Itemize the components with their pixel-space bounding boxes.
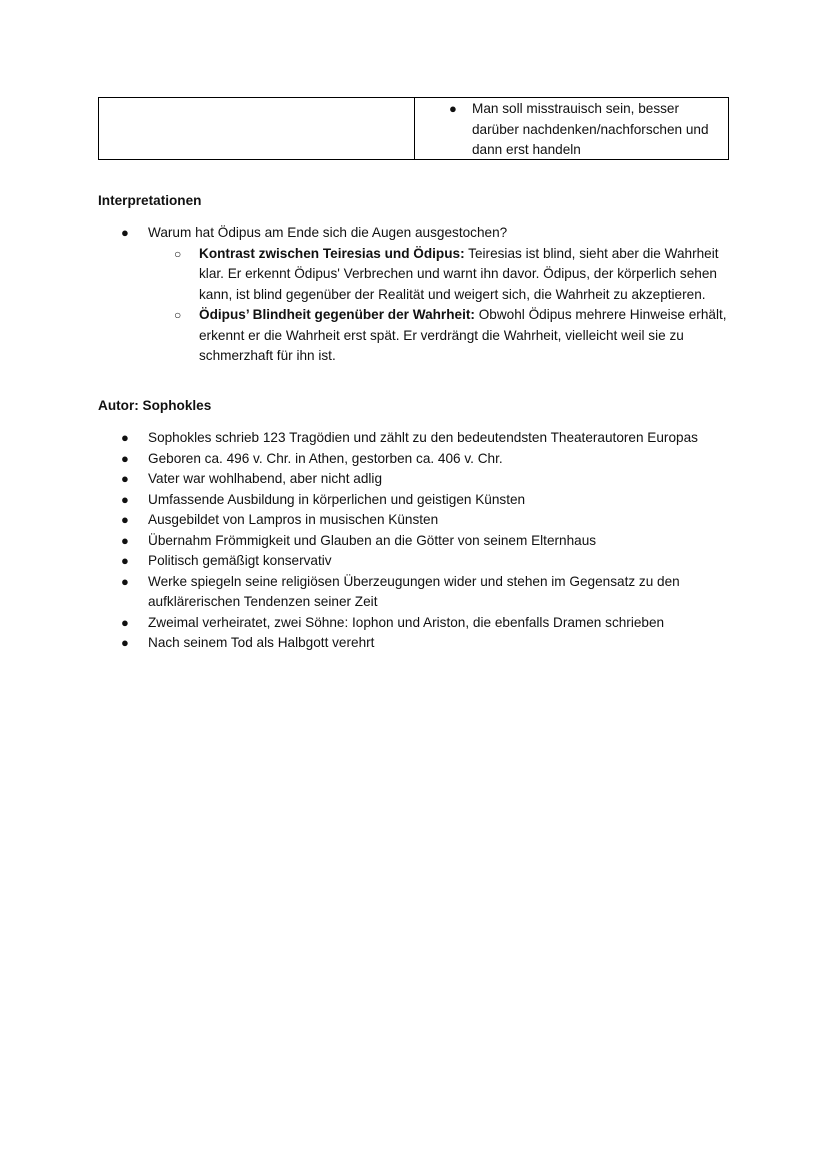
list-item-text: Nach seinem Tod als Halbgott verehrt — [148, 635, 375, 650]
autor-heading: Autor: Sophokles — [98, 398, 212, 413]
list-item-text: Geboren ca. 496 v. Chr. in Athen, gestorben ca. 406 v. Chr. — [148, 450, 503, 466]
list-item-text: Übernahm Frömmigkeit und Glauben an die Götter von seinem Elternhaus — [148, 532, 597, 548]
interpretationen-list — [121, 223, 738, 367]
interpretationen-sublist — [174, 244, 729, 367]
bullet-icon: ● — [121, 553, 129, 568]
autor-list — [121, 428, 708, 654]
list-item-text: Sophokles schrieb 123 Tragödien und zählt zu den bedeutendsten Theaterautoren Europas — [148, 430, 698, 445]
bullet-icon: ● — [449, 101, 457, 116]
list-item — [121, 449, 708, 470]
bullet-icon: ● — [121, 450, 129, 466]
table-cell-right — [415, 98, 728, 159]
list-item-text: Werke spiegeln seine religiösen Überzeugungen wider und stehen im Gegensatz zu den aufklärerischen Tendenzen seiner Zeit — [148, 573, 680, 609]
bullet-icon: ● — [121, 532, 129, 548]
sublist-item — [174, 244, 729, 306]
bullet-icon: ● — [121, 225, 129, 240]
point-title: Ödipus’ Blindheit gegenüber der Wahrheit: — [199, 307, 475, 322]
list-item-text: Zweimal verheiratet, zwei Söhne: Iophon und Ariston, die ebenfalls Dramen schrieben — [148, 614, 665, 630]
list-item — [121, 531, 708, 552]
bullet-icon: ● — [121, 471, 129, 486]
bullet-icon: ● — [121, 512, 129, 527]
circle-bullet-icon: ○ — [174, 308, 182, 322]
table-cell-left — [99, 98, 415, 159]
question-text: Warum hat Ödipus am Ende sich die Augen ausgestochen? — [148, 225, 508, 240]
table-bullet-item — [449, 99, 727, 161]
list-item — [121, 572, 708, 613]
bullet-icon: ● — [121, 573, 129, 589]
sublist-item — [174, 305, 729, 367]
list-item-text: Vater war wohlhabend, aber nicht adlig — [148, 471, 383, 486]
table-bullet-text: Man soll misstrauisch sein, besser darüber nachdenken/nachforschen und dann erst handeln — [472, 101, 709, 157]
point-title: Kontrast zwischen Teiresias und Ödipus: — [199, 245, 465, 261]
list-item — [121, 613, 708, 634]
list-item — [121, 428, 708, 449]
list-item — [121, 633, 708, 654]
list-item-text: Ausgebildet von Lampros in musischen Künsten — [148, 512, 439, 527]
bullet-icon: ● — [121, 430, 129, 445]
list-item — [121, 510, 708, 531]
lesson-table — [98, 97, 729, 160]
list-item — [121, 490, 708, 511]
bullet-icon: ● — [121, 614, 129, 630]
list-item-text: Umfassende Ausbildung in körperlichen und geistigen Künsten — [148, 491, 526, 507]
point-text: Obwohl Ödipus mehrere Hinweise erhält, erkennt er die Wahrheit erst spät. Er verdrängt die Wahrheit, vielleicht weil sie zu schmerzhaft für ihn ist. — [199, 307, 727, 363]
bullet-icon: ● — [121, 635, 129, 650]
circle-bullet-icon: ○ — [174, 246, 182, 261]
interpretationen-heading: Interpretationen — [98, 193, 202, 208]
list-item-text: Politisch gemäßigt konservativ — [148, 553, 332, 568]
list-item — [121, 223, 738, 367]
bullet-icon: ● — [121, 491, 129, 507]
list-item — [121, 469, 708, 490]
point-text: Teiresias ist blind, sieht aber die Wahrheit klar. Er erkennt Ödipus' Verbrechen und warnt ihn davor. Ödipus, der körperlich sehen kann, ist blind gegenüber der Realität und weigert sich, die Wahrheit zu akzeptieren. — [199, 245, 719, 302]
list-item — [121, 551, 708, 572]
